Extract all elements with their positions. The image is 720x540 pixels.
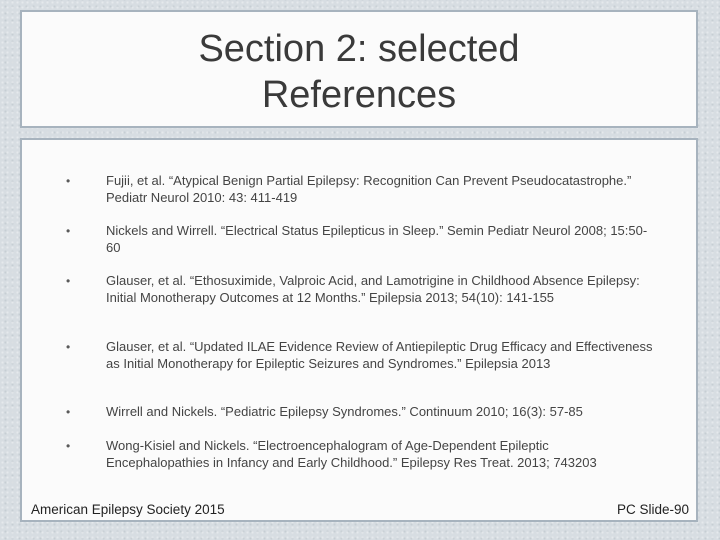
slide-title-line-1: Section 2: selected bbox=[198, 28, 520, 70]
reference-text: Nickels and Wirrell. “Electrical Status Epilepticus in Sleep.” Semin Pediatr Neurol 2008; 15:50-60 bbox=[106, 223, 648, 255]
bullet-icon: • bbox=[66, 340, 71, 354]
title-panel bbox=[20, 10, 698, 128]
reference-text: Fujii, et al. “Atypical Benign Partial Epilepsy: Recognition Can Prevent Pseudocatastrophe.” Pediatr Neurol 2010: 43: 411-419 bbox=[106, 173, 632, 205]
footer-slide-number: PC Slide-90 bbox=[616, 502, 689, 517]
bullet-icon: • bbox=[66, 174, 71, 188]
reference-text: Glauser, et al. “Updated ILAE Evidence Review of Antiepileptic Drug Efficacy and Effectiveness as Initial Monotherapy for Epileptic Seizures and Syndromes.” Epilepsia 2013 bbox=[106, 339, 653, 371]
bullet-icon: • bbox=[66, 405, 71, 419]
bullet-icon: • bbox=[66, 274, 71, 288]
slide-title-line-2: References bbox=[261, 74, 457, 116]
bullet-icon: • bbox=[66, 439, 71, 453]
content-panel bbox=[20, 138, 698, 522]
slide-title bbox=[22, 26, 696, 118]
reference-text: Wirrell and Nickels. “Pediatric Epilepsy Syndromes.” Continuum 2010; 16(3): 57-85 bbox=[106, 404, 583, 419]
footer-organization: American Epilepsy Society 2015 bbox=[31, 502, 225, 517]
bullet-icon: • bbox=[66, 224, 71, 238]
reference-text: Glauser, et al. “Ethosuximide, Valproic Acid, and Lamotrigine in Childhood Absence Epilepsy: Initial Monotherapy Outcomes at 12 Months.” Epilepsia 2013; 54(10): 141-155 bbox=[106, 273, 640, 305]
reference-text: Wong-Kisiel and Nickels. “Electroencephalogram of Age-Dependent Epileptic Encephalopathies in Infancy and Early Childhood.” Epilepsy Res Treat. 2013; 743203 bbox=[106, 438, 597, 470]
